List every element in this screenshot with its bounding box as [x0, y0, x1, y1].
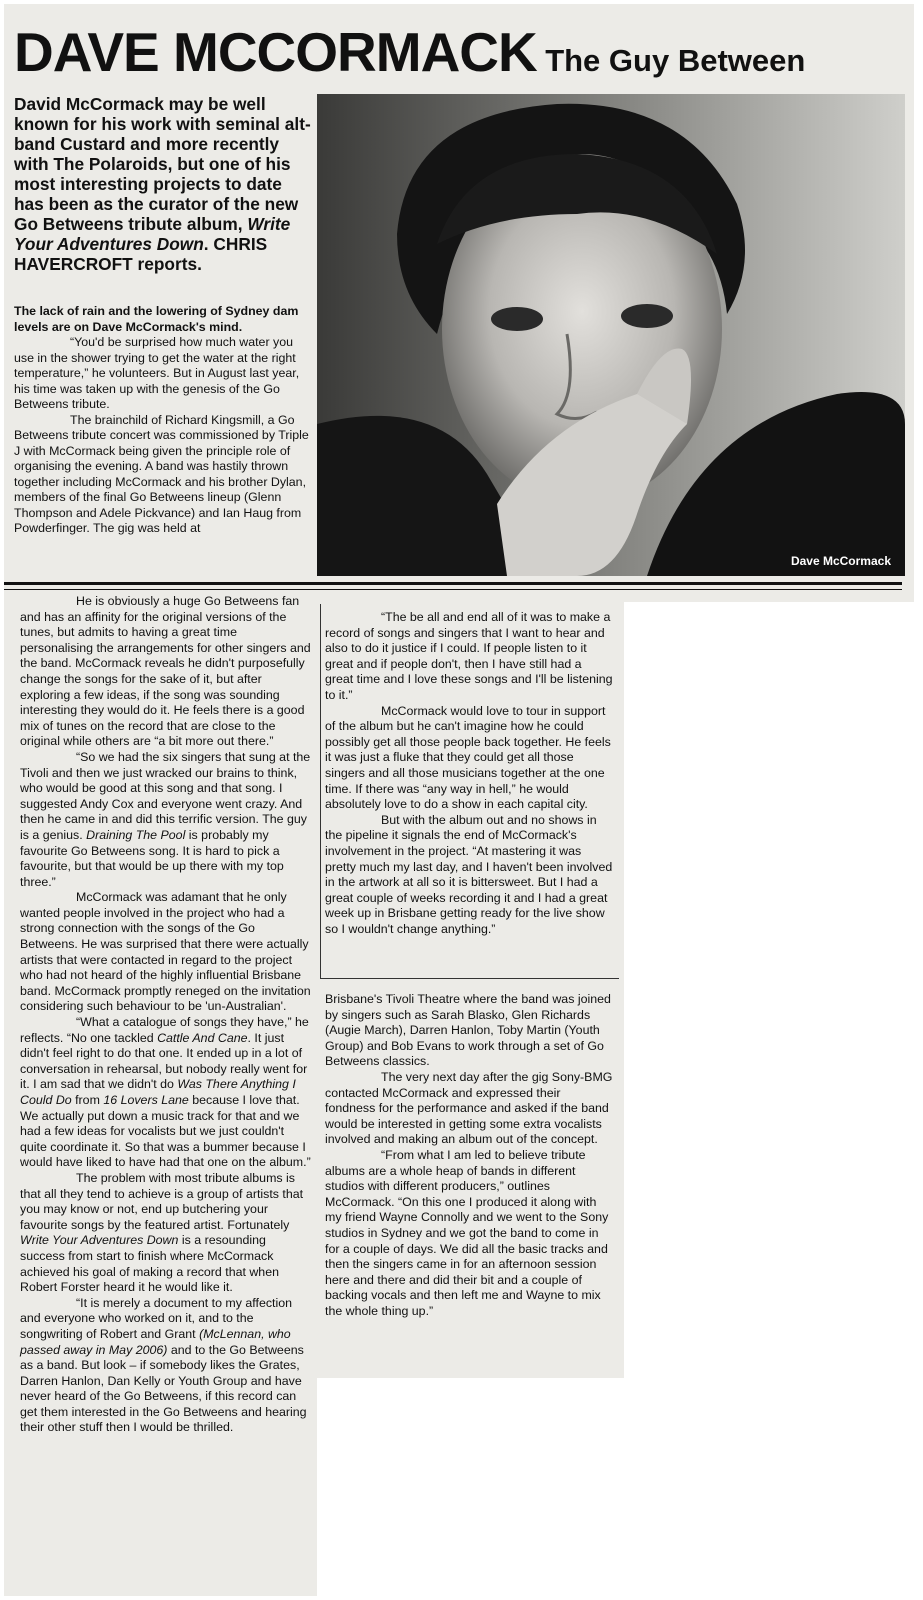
text-run: is probably my favourite Go Betweens song. It is hard to pick a favourite, but that would be up there with my top three.” [20, 827, 284, 889]
article-column-left [20, 594, 312, 1436]
article-paragraph: Brisbane's Tivoli Theatre where the band was joined by singers such as Sarah Blasko, Glen Richards (Augie March), Darren Hanlon, Toby Martin (Youth Group) and Bob Evans to work through a set of Go Betweens classics. [325, 992, 611, 1069]
song-title: Was There Anything I Could Do [20, 1077, 296, 1107]
intro-lead: The lack of rain and the lowering of Sydney dam levels are on Dave McCormack's mind. [14, 304, 299, 334]
article-paragraph [20, 1171, 312, 1296]
text-run: “It is merely a document to my affection and everyone who worked on it, and to the songwriting of Robert and Grant [20, 1295, 293, 1341]
article-paragraph: McCormack would love to tour in support of the album but he can't imagine how he could possibly get all those people back together. He feels it was just a fluke that they could get all those singers and all those musicians together at the one time. If there was “any way in hell,” he would absolutely love to do a show in each capital city. [325, 703, 611, 812]
headline [14, 20, 805, 84]
text-run: and to the Go Betweens as a band. But look – if somebody likes the Grates, Darren Hanlon, Dan Kelly or Youth Group and have never heard of the Go Betweens, if this record can get them interested in the Go Betweens and hearing their other stuff then I would be thrilled. [20, 1342, 307, 1435]
standfirst-album-title: Write Your Adventures Down [14, 214, 291, 254]
article-paragraph [20, 750, 312, 890]
text-run-italic: (McLennan, who passed away in May 2006) [20, 1326, 291, 1357]
article-column-right-continued [325, 992, 613, 1319]
text-run: The problem with most tribute albums is that all they tend to achieve is a group of artists that you may know or not, end up butchering your favourite songs by the featured artist. Fortunately [20, 1170, 304, 1232]
portrait-illustration [317, 94, 905, 576]
article-paragraph: But with the album out and no shows in the pipeline it signals the end of McCormack's involvement in the project. “At mastering it was pretty much my last day, and I haven't been involved in the artwork at all so it is bittersweet. But I had a great couple of weeks recording it and I had a great week up in Brisbane getting ready for the live show so I wouldn't change anything.” [325, 812, 613, 936]
song-title: Draining The Pool [86, 827, 186, 842]
divider-rule [4, 589, 902, 590]
photo-caption: Dave McCormack [790, 554, 891, 568]
portrait-photo [317, 94, 905, 576]
album-title: 16 Lovers Lane [103, 1093, 189, 1107]
intro-text [14, 304, 314, 537]
article-column-right-box [325, 610, 613, 937]
standfirst [14, 94, 314, 274]
article-paragraph: McCormack was adamant that he only wanted people involved in the project who had a strong connection with the songs of the Go Betweens. He was surprised that there were actually artists that were contacted in regard to the project who had not heard of the highly influential Brisbane band. McCormack promptly reneged on the invitation considering such behaviour to be 'un-Australian'. [20, 890, 311, 1014]
standfirst-text: David McCormack may be well known for his work with seminal alt-band Custard and more recently with The Polaroids, but one of his most interesting projects to date has been as the curator of the new Go Betweens tribute album, [14, 94, 311, 234]
intro-paragraph: The brainchild of Richard Kingsmill, a Go Betweens tribute concert was commissioned by Triple J with McCormack being given the principle role of organising the evening. A band was hastily thrown together including McCormack and his brother Dylan, members of the final Go Betweens lineup (Glenn Thompson and Adele Pickvance) and Ian Haug from Powderfinger. The gig was held at [14, 412, 309, 535]
article-paragraph: The very next day after the gig Sony-BMG contacted McCormack and expressed their fondness for the performance and asked if the band would be interested in getting some extra vocalists involved and making an album out of the concept. [325, 1069, 613, 1147]
article-paragraph: “From what I am led to believe tribute albums are a whole heap of bands in different studios with different producers,” outlines McCormack. “On this one I produced it along with my friend Wayne Connolly and we went to the Sony studios in Sydney and we got the band to come in for a couple of days. We did all the basic tracks and then the singers came in for an afternoon session here and there and did their bit and a couple of backing vocals and then left me and Wayne to mix the whole thing up.” [325, 1147, 609, 1318]
headline-name: DAVE MCCORMACK [14, 21, 537, 83]
article-paragraph [20, 1015, 312, 1171]
article-paragraph: He is obviously a huge Go Betweens fan and has an affinity for the original versions of the tunes, but admits to having a great time personalising the arrangements for other singers and the band. McCormack reveals he didn't purposefully change the songs for the sake of it, but after exploring a few ideas, if the song was sounding interesting they would do it. He feels there is a good mix of tunes on the record that are close to the original while others are “a bit more out there.” [20, 594, 311, 749]
song-title: Cattle And Cane [157, 1030, 248, 1045]
headline-subtitle: The Guy Between [545, 43, 806, 78]
divider-rule [4, 582, 902, 585]
text-run: because I love that. We actually put down a music track for that and we had a few ideas for vocalists but we just couldn't quite coordinate it. So that was a bummer because I would have liked to have had that one on the album.” [20, 1093, 311, 1170]
text-run: “So we had the six singers that sung at the Tivoli and then we just wracked our brains to think, who would be good at this song and that song. I suggested Andy Cox and everyone went crazy. And then he came in and did this terrific version. The guy is a genius. [20, 749, 311, 842]
text-run: from [75, 1093, 100, 1107]
article-paragraph: “The be all and end all of it was to make a record of songs and singers that I want to hear and also to do it justice if I could. If people listen to it great and if people don't, then I have still had a great time and I love these songs and I'll be listening to it.” [325, 610, 613, 702]
text-run: “What a catalogue of songs they have,” he reflects. “No one tackled [20, 1015, 309, 1045]
album-title: Write Your Adventures Down [20, 1233, 179, 1248]
intro-paragraph: “You'd be surprised how much water you use in the shower trying to get the water at the right temperature,” he volunteers. But in August last year, his time was taken up with the genesis of the Go Betweens tribute. [14, 335, 300, 411]
text-run: . It just didn't feel right to do that one. It ended up in a lot of conversation in rehearsal, but nobody really went for it. I am sad that we didn't do [20, 1030, 308, 1092]
standfirst-byline: . CHRIS HAVERCROFT reports. [14, 234, 268, 274]
article-paragraph [20, 1296, 312, 1436]
text-run: is a resounding success from start to finish where McCormack achieved his goal of making a record that when Robert Forster heard it he would like it. [20, 1233, 279, 1295]
